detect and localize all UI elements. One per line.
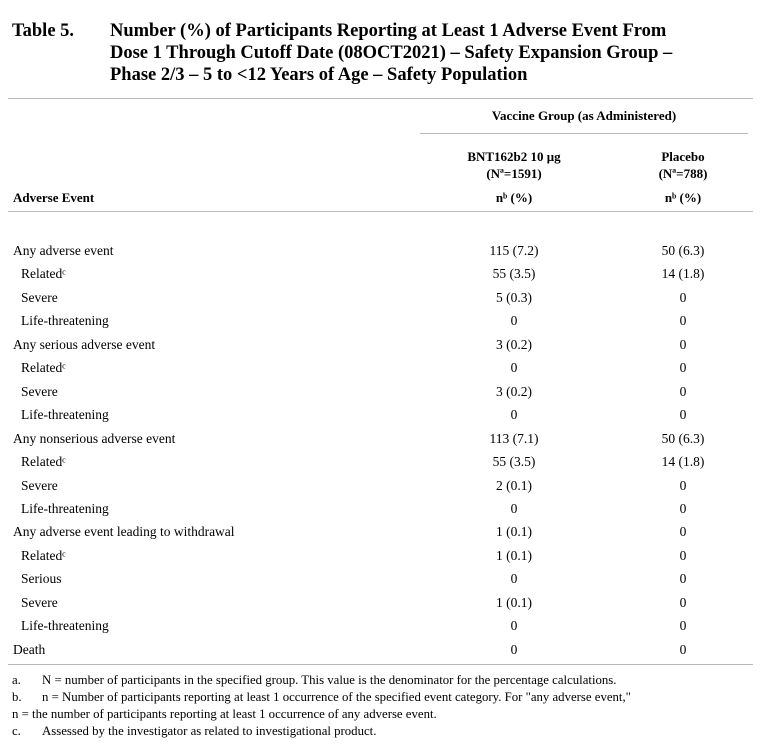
row-header: Adverse Event xyxy=(13,190,95,205)
row-label: Any adverse event xyxy=(13,243,114,258)
footnote-a xyxy=(12,673,617,688)
cell-bnt162b2: 1 (0.1) xyxy=(496,547,532,563)
cell-bnt162b2: 3 (0.2) xyxy=(496,336,532,352)
col2-n: (Nª=788) xyxy=(658,166,708,181)
top-rule xyxy=(8,98,753,99)
cell-bnt162b2: 55 (3.5) xyxy=(492,266,536,282)
table-title-line: Number (%) of Participants Reporting at Least 1 Adverse Event From xyxy=(110,21,667,41)
cell-bnt162b2: 1 (0.1) xyxy=(496,594,532,610)
row-label: Severe xyxy=(21,289,58,305)
header-bottom-rule xyxy=(8,211,753,212)
footnote-marker: c. xyxy=(12,724,21,738)
cell-bnt162b2: 5 (0.3) xyxy=(496,289,532,305)
cell-bnt162b2: 0 xyxy=(510,571,518,587)
row-label: Severe xyxy=(21,383,58,399)
footnote-marker: a. xyxy=(12,673,21,687)
group-header-rule xyxy=(420,133,748,134)
table-title-line: Phase 2/3 – 5 to <12 Years of Age – Safety Population xyxy=(110,65,528,85)
cell-placebo: 0 xyxy=(679,383,687,399)
cell-placebo: 0 xyxy=(679,500,687,516)
row-label: Relatedᶜ xyxy=(21,454,66,470)
cell-placebo: 0 xyxy=(679,571,687,587)
row-label: Life-threatening xyxy=(21,313,109,329)
row-label: Any adverse event leading to withdrawal xyxy=(13,524,235,540)
footnote-text: N = number of participants in the specified group. This value is the denominator for the percentage calculations. xyxy=(42,673,617,687)
cell-placebo: 0 xyxy=(679,336,687,352)
row-label: Relatedᶜ xyxy=(21,360,66,376)
cell-placebo: 0 xyxy=(679,360,687,376)
footnote-text: Assessed by the investigator as related to investigational product. xyxy=(42,724,377,738)
row-label: Life-threatening xyxy=(21,407,109,423)
cell-bnt162b2: 2 (0.1) xyxy=(496,477,532,493)
row-label: Death xyxy=(13,641,46,657)
footnote-marker: b. xyxy=(12,690,22,704)
table-title xyxy=(110,20,730,86)
row-label: Severe xyxy=(21,594,58,610)
cell-placebo: 0 xyxy=(679,477,687,493)
cell-placebo: 14 (1.8) xyxy=(661,266,705,282)
cell-placebo: 0 xyxy=(679,407,687,423)
cell-bnt162b2: 55 (3.5) xyxy=(492,454,536,470)
footnote-b xyxy=(12,690,631,705)
cell-bnt162b2: 113 (7.1) xyxy=(489,430,539,446)
cell-bnt162b2: 0 xyxy=(510,618,518,634)
footnote-b-continued xyxy=(12,707,437,722)
cell-bnt162b2: 0 xyxy=(510,641,518,657)
table-title-line: Dose 1 Through Cutoff Date (08OCT2021) – Safety Expansion Group – xyxy=(110,43,673,63)
cell-placebo: 0 xyxy=(679,547,687,563)
cell-bnt162b2: 115 (7.2) xyxy=(489,243,539,258)
row-label: Any nonserious adverse event xyxy=(13,430,176,446)
cell-placebo: 0 xyxy=(679,524,687,540)
footnote-c xyxy=(12,724,376,739)
col1-stat: nᵇ (%) xyxy=(495,190,533,205)
vaccine-group-header: Vaccine Group (as Administered) xyxy=(491,108,677,123)
row-label: Life-threatening xyxy=(21,618,109,634)
cell-bnt162b2: 0 xyxy=(510,500,518,516)
cell-placebo: 0 xyxy=(679,618,687,634)
row-label: Relatedᶜ xyxy=(21,547,66,563)
col1-n: (Nª=1591) xyxy=(486,166,542,181)
cell-bnt162b2: 3 (0.2) xyxy=(496,383,532,399)
footnote-text: n = the number of participants reporting at least 1 occurrence of any adverse event. xyxy=(12,707,437,721)
footnote-text: n = Number of participants reporting at least 1 occurrence of the specified event category. For "any adverse event," xyxy=(42,690,631,704)
row-label: Serious xyxy=(21,571,62,587)
row-label: Severe xyxy=(21,477,58,493)
cell-bnt162b2: 0 xyxy=(510,360,518,376)
cell-placebo: 0 xyxy=(679,313,687,329)
cell-placebo: 0 xyxy=(679,594,687,610)
col1-name: BNT162b2 10 μg xyxy=(467,149,561,164)
cell-placebo: 0 xyxy=(679,289,687,305)
table-number: Table 5. xyxy=(12,21,75,41)
col2-stat: nᵇ (%) xyxy=(664,190,702,205)
cell-placebo: 0 xyxy=(679,641,687,657)
cell-bnt162b2: 0 xyxy=(510,313,518,329)
cell-placebo: 50 (6.3) xyxy=(661,430,705,446)
cell-placebo: 14 (1.8) xyxy=(661,454,705,470)
col2-name: Placebo xyxy=(661,149,705,164)
cell-bnt162b2: 0 xyxy=(510,407,518,423)
row-label: Relatedᶜ xyxy=(21,266,66,282)
cell-placebo: 50 (6.3) xyxy=(661,243,705,258)
table-bottom-rule xyxy=(8,664,753,665)
cell-bnt162b2: 1 (0.1) xyxy=(496,524,532,540)
row-label: Life-threatening xyxy=(21,500,109,516)
row-label: Any serious adverse event xyxy=(13,336,156,352)
table-caption xyxy=(12,20,752,86)
